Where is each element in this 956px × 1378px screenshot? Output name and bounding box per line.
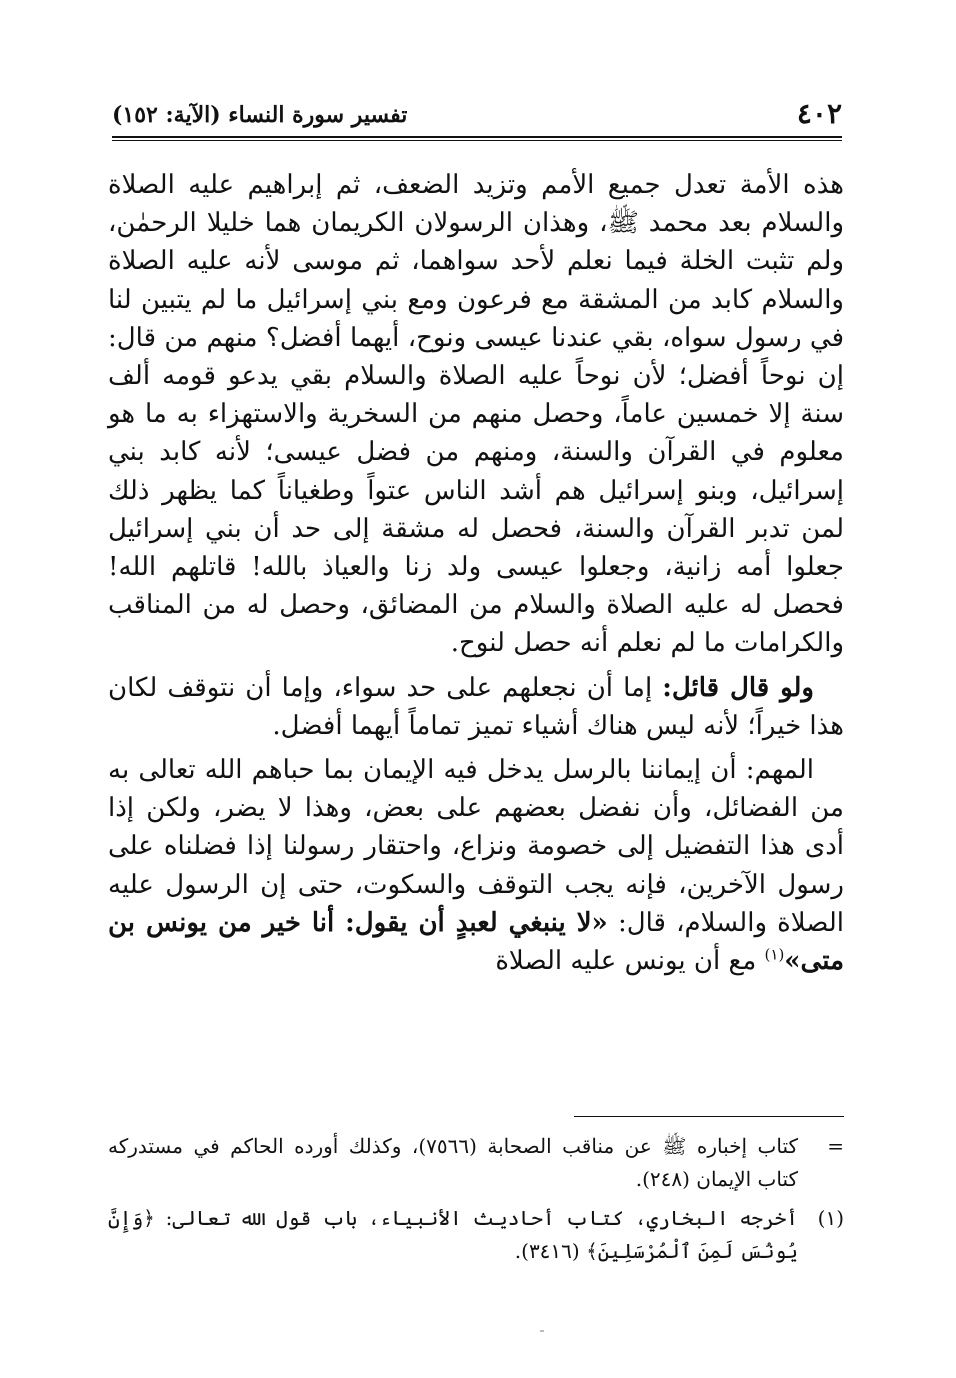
footnote-item (108, 1130, 844, 1196)
page-header (112, 96, 842, 136)
hadith-quote: «لا ينبغي لعبدٍ أن يقول: أنا خير من يونس بن متى» (108, 907, 844, 977)
running-title: تفسير سورة النساء (الآية: ١٥٢) (112, 102, 408, 128)
paragraph-3-text: المهم: أن إيماننا بالرسل يدخل فيه الإيمان بما حباهم الله تعالى به من الفضائل، وأن نفضل بعضهم على بعض، وهذا لا يضر، ولكن إذا أدى هذا التفضيل إلى خصومة ونزاع، واحتقار رسولنا إذا فضلناه على رسول الآخرين، فإنه يجب التوقف والسكوت، حتى إن الرسول عليه الصلاة والسلام، قال: (108, 755, 844, 938)
footnotes (108, 1130, 844, 1274)
paragraph-1: هذه الأمة تعدل جميع الأمم وتزيد الضعف، ثم إبراهيم عليه الصلاة والسلام بعد محمد ﷺ، وهذان الرسولان الكريمان هما خليلا الرحمٰن، ولم تثبت الخلة فيما نعلم لأحد سواهما، ثم موسى لأنه عليه الصلاة والسلام كابد من المشقة مع فرعون ومع بني إسرائيل ما لم يتبين لنا في رسول سواه، بقي عندنا عيسى ونوح، أيهما أفضل؟ منهم من قال: إن نوحاً أفضل؛ لأن نوحاً عليه الصلاة والسلام بقي يدعو قومه ألف سنة إلا خمسين عاماً، وحصل منهم من السخرية والاستهزاء به ما هو معلوم في القرآن والسنة، ومنهم من فضل عيسى؛ لأنه كابد بني إسرائيل، وبنو إسرائيل هم أشد الناس عتواً وطغياناً كما يظهر ذلك لمن تدبر القرآن والسنة، فحصل له مشقة إلى حد أن بني إسرائيل جعلوا أمه زانية، وجعلوا عيسى ولد زنا والعياذ بالله! قاتلهم الله! فحصل له عليه الصلاة والسلام من المضائق، وحصل له من المناقب والكرامات ما لم نعلم أنه حصل لنوح. (108, 170, 844, 659)
footnote-marker: (١) (817, 1206, 844, 1230)
footnote-divider (574, 1116, 844, 1117)
main-text (108, 166, 844, 980)
scan-speck (540, 1330, 544, 1332)
footnote-item (108, 1202, 844, 1268)
footnote-reference: (١) (764, 945, 785, 964)
paragraph-2 (108, 669, 844, 745)
footnote-marker: = (827, 1134, 844, 1158)
page-number: ٤٠٢ (796, 97, 842, 130)
footnote-text: كتاب إخباره ﷺ عن مناقب الصحابة (٧٥٦٦)، وكذلك أورده الحاكم في مستدركه كتاب الإيمان (٢٤٨). (108, 1134, 798, 1191)
header-divider (112, 136, 842, 141)
paragraph-3 (108, 751, 844, 980)
paragraph-3-end: مع أن يونس عليه الصلاة (495, 946, 765, 977)
paragraph-2-text: إما أن نجعلهم على حد سواء، وإما أن نتوقف لكان هذا خيراً؛ لأنه ليس هناك أشياء تميز تماماً أيهما أفضل. (108, 672, 844, 741)
paragraph-2-lead: ولو قال قائل: (662, 672, 814, 703)
footnote-text: أخرجه البخاري، كتاب أحاديث الأنبياء، باب قول الله تعالى: ﴿وَإِنَّ يُونُسَ لَمِنَ ٱلْمُرْسَلِينَ﴾ (٣٤١٦). (108, 1206, 798, 1263)
